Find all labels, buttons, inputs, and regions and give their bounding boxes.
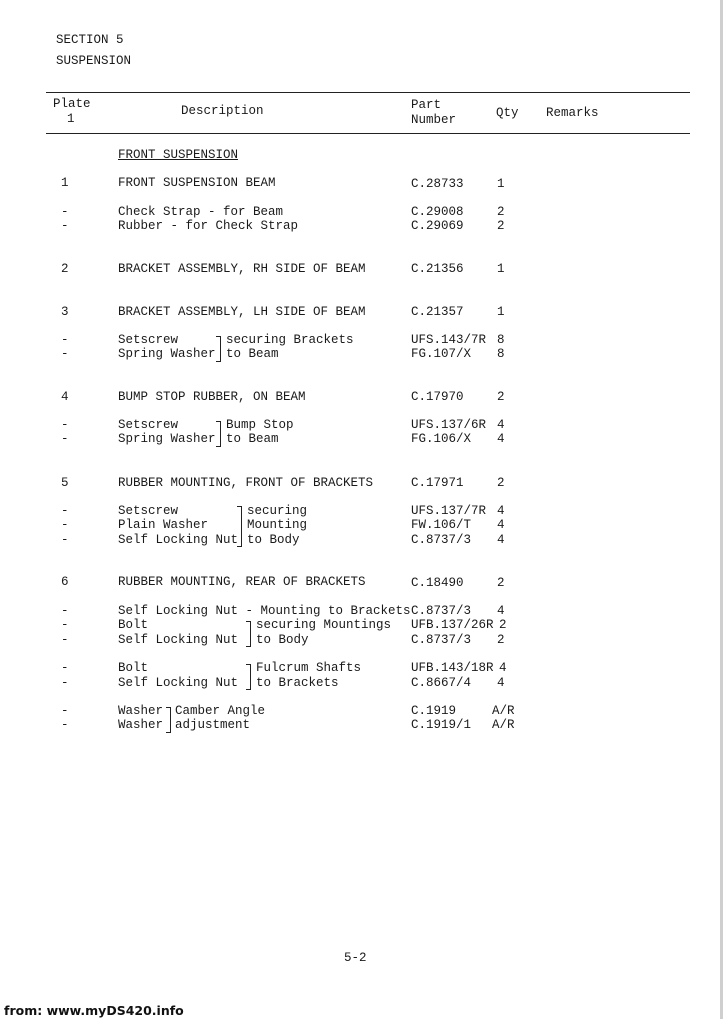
page-number: 5-2 <box>344 951 367 965</box>
row-description: Bolt <box>118 618 149 632</box>
bracket <box>237 506 242 547</box>
row-qty: A/R <box>492 718 515 732</box>
row-description: Setscrew <box>118 504 179 518</box>
row-qty: 1 <box>497 262 505 276</box>
row-qty: 4 <box>497 418 505 432</box>
row-qty: 8 <box>497 333 505 347</box>
row-part-number: UFS.137/6R <box>411 418 487 432</box>
row-plate: - <box>61 333 69 347</box>
row-plate: 5 <box>61 476 69 490</box>
row-note: to Beam <box>226 347 279 361</box>
row-description: Setscrew <box>118 333 179 347</box>
col-number: Number <box>411 113 457 127</box>
table-header-rule <box>46 133 690 134</box>
row-plate: - <box>61 504 69 518</box>
bracket <box>166 707 171 733</box>
row-description: Self Locking Nut - Mounting to Brackets <box>118 604 411 618</box>
row-qty: 2 <box>497 390 505 404</box>
bracket <box>246 664 251 690</box>
row-plate: 6 <box>61 575 69 589</box>
row-description: Plain Washer <box>118 518 209 532</box>
row-part-number: UFS.137/7R <box>411 504 487 518</box>
col-description: Description <box>181 104 264 118</box>
row-qty: 4 <box>497 676 505 690</box>
row-qty: 2 <box>497 219 505 233</box>
row-plate: - <box>61 661 69 675</box>
row-plate: - <box>61 633 69 647</box>
row-description: Setscrew <box>118 418 179 432</box>
row-qty: 8 <box>497 347 505 361</box>
row-part-number: C.8737/3 <box>411 533 472 547</box>
row-qty: 4 <box>497 518 505 532</box>
row-description: Washer <box>118 718 164 732</box>
row-note: securing Brackets <box>226 333 354 347</box>
row-plate: 3 <box>61 305 69 319</box>
row-plate: - <box>61 704 69 718</box>
row-plate: - <box>61 676 69 690</box>
row-description: Spring Washer <box>118 432 216 446</box>
row-note: securing <box>247 504 308 518</box>
row-qty: 4 <box>497 504 505 518</box>
row-qty: 2 <box>497 205 505 219</box>
row-note: Fulcrum Shafts <box>256 661 362 675</box>
row-part-number: C.28733 <box>411 177 464 191</box>
row-description: RUBBER MOUNTING, FRONT OF BRACKETS <box>118 476 374 490</box>
row-description: BRACKET ASSEMBLY, RH SIDE OF BEAM <box>118 262 366 276</box>
row-plate: - <box>61 347 69 361</box>
row-part-number: C.18490 <box>411 576 464 590</box>
row-note: to Body <box>256 633 309 647</box>
row-part-number: C.21356 <box>411 262 464 276</box>
row-part-number: FG.106/X <box>411 432 472 446</box>
row-plate: - <box>61 432 69 446</box>
row-part-number: C.29008 <box>411 205 464 219</box>
row-plate: 2 <box>61 262 69 276</box>
col-remarks: Remarks <box>546 106 599 120</box>
row-plate: - <box>61 533 69 547</box>
row-qty: 4 <box>499 661 507 675</box>
row-part-number: C.21357 <box>411 305 464 319</box>
row-description: RUBBER MOUNTING, REAR OF BRACKETS <box>118 575 366 589</box>
col-part: Part <box>411 98 442 112</box>
row-description: FRONT SUSPENSION BEAM <box>118 176 276 190</box>
row-part-number: UFB.143/18R <box>411 661 494 675</box>
row-plate: - <box>61 418 69 432</box>
group-title: FRONT SUSPENSION <box>118 148 239 162</box>
section-title: SUSPENSION <box>56 54 132 68</box>
row-note: adjustment <box>175 718 251 732</box>
row-plate: - <box>61 518 69 532</box>
row-note: Mounting <box>247 518 308 532</box>
row-description: Rubber - for Check Strap <box>118 219 299 233</box>
table-top-rule <box>46 92 690 93</box>
row-qty: 2 <box>499 618 507 632</box>
bracket <box>246 621 251 647</box>
row-note: Bump Stop <box>226 418 294 432</box>
row-description: Self Locking Nut <box>118 633 239 647</box>
row-qty: 4 <box>497 533 505 547</box>
row-plate: - <box>61 618 69 632</box>
row-part-number: C.1919 <box>411 704 457 718</box>
row-note: to Body <box>247 533 300 547</box>
row-qty: 2 <box>497 476 505 490</box>
col-plate-num: 1 <box>67 112 75 126</box>
col-qty: Qty <box>496 106 519 120</box>
row-description: Bolt <box>118 661 149 675</box>
row-qty: 4 <box>497 432 505 446</box>
row-description: Self Locking Nut <box>118 533 239 547</box>
row-description: BUMP STOP RUBBER, ON BEAM <box>118 390 306 404</box>
row-part-number: FG.107/X <box>411 347 472 361</box>
row-part-number: C.29069 <box>411 219 464 233</box>
row-part-number: C.8737/3 <box>411 604 472 618</box>
row-plate: 4 <box>61 390 69 404</box>
row-description: Self Locking Nut <box>118 676 239 690</box>
row-part-number: FW.106/T <box>411 518 472 532</box>
bracket <box>216 336 221 362</box>
row-description: Spring Washer <box>118 347 216 361</box>
row-plate: 1 <box>61 176 69 190</box>
row-note: to Beam <box>226 432 279 446</box>
row-plate: - <box>61 604 69 618</box>
row-part-number: UFS.143/7R <box>411 333 487 347</box>
bracket <box>216 421 221 447</box>
row-qty: 1 <box>497 305 505 319</box>
row-note: to Brackets <box>256 676 339 690</box>
row-qty: 2 <box>497 576 505 590</box>
footer-source: from: www.myDS420.info <box>4 1003 184 1018</box>
row-description: Washer <box>118 704 164 718</box>
row-plate: - <box>61 205 69 219</box>
row-qty: 1 <box>497 177 505 191</box>
row-description: BRACKET ASSEMBLY, LH SIDE OF BEAM <box>118 305 366 319</box>
row-qty: 4 <box>497 604 505 618</box>
row-part-number: C.8737/3 <box>411 633 472 647</box>
row-part-number: C.17970 <box>411 390 464 404</box>
section-label: SECTION 5 <box>56 33 124 47</box>
row-qty: A/R <box>492 704 515 718</box>
row-note: Camber Angle <box>175 704 266 718</box>
row-part-number: C.17971 <box>411 476 464 490</box>
col-plate: Plate <box>53 97 91 111</box>
row-part-number: UFB.137/26R <box>411 618 494 632</box>
row-note: securing Mountings <box>256 618 392 632</box>
row-qty: 2 <box>497 633 505 647</box>
row-description: Check Strap - for Beam <box>118 205 284 219</box>
row-part-number: C.8667/4 <box>411 676 472 690</box>
row-plate: - <box>61 718 69 732</box>
row-plate: - <box>61 219 69 233</box>
row-part-number: C.1919/1 <box>411 718 472 732</box>
